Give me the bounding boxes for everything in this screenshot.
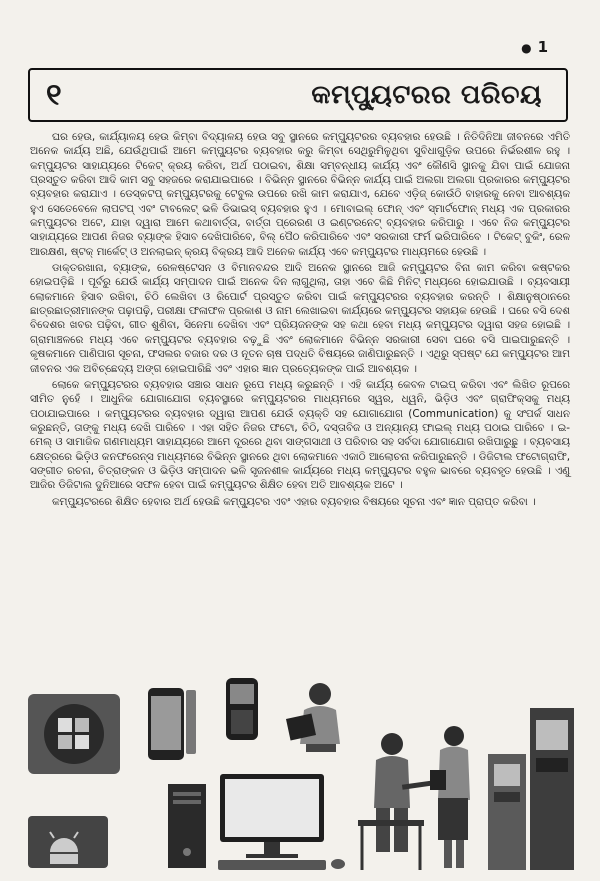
chapter-title: କମ୍ପ୍ୟୁଟରର ପରିଚୟ — [311, 79, 542, 110]
paragraph: ଡାକ୍ତରଖାନା, ବ୍ୟାଙ୍କ, ରେଳଷ୍ଟେସନ ଓ ବିମାନବନ୍ଦର ଆଦି ଅନେକ ସ୍ଥାନରେ ଆଜି କମ୍ପ୍ୟୁଟର ବିନା କାମ କରିବା କଷ୍ଟକର ହୋଇପଡ଼ିଛି । ପୂର୍ବରୁ ଯେଉଁ କାର୍ଯ୍ୟ ସମ୍ପାଦନ ପାଇଁ ଅନେକ ଦିନ ଲାଗୁଥିଲା, ତାହା ଏବେ କିଛି ମିନିଟ୍ ମଧ୍ୟରେ ହୋଇଯାଉଛି । ବ୍ୟବସାୟୀ ଲୋକମାନେ ହିସାବ ରଖିବା, ଚିଠି ଲେଖିବା ଓ ରିପୋର୍ଟ ପ୍ରସ୍ତୁତ କରିବା ପାଇଁ କମ୍ପ୍ୟୁଟରର ବ୍ୟବହାର କରନ୍ତି । ଶିକ୍ଷାନୁଷ୍ଠାନରେ ଛାତ୍ରଛାତ୍ରୀମାନଙ୍କ ପଢ଼ାପଢ଼ି, ପରୀକ୍ଷା ଫଳାଫଳ ପ୍ରକାଶ ଓ ନାମ ଲେଖାଇବା କାର୍ଯ୍ୟରେ କମ୍ପ୍ୟୁଟର ସହାୟକ ହେଉଛି । ଘରେ ବସି ଦେଶ ବିଦେଶର ଖବର ପଢ଼ିବା, ଗୀତ ଶୁଣିବା, ସିନେମା ଦେଖିବା ଏବଂ ପ୍ରିୟଜନଙ୍କ ସହ କଥା ହେବା ମଧ୍ୟ କମ୍ପ୍ୟୁଟର ଦ୍ୱାରା ସହଜ ହୋଇଛି । ଗ୍ରାମାଞ୍ଚଳରେ ମଧ୍ୟ ଏବେ କମ୍ପ୍ୟୁଟର ବ୍ୟବହାର ବଢ଼ୁଛି ଏବଂ ଲୋକମାନେ ବିଭିନ୍ନ ସରକାରୀ ସେବା ଘରେ ବସି ପାଇପାରୁଛନ୍ତି । କୃଷକମାନେ ପାଣିପାଗ ସୂଚନା, ଫସଲର ବଜାର ଦର ଓ ନୂତନ ଚାଷ ପଦ୍ଧତି ବିଷୟରେ ଜାଣିପାରୁଛନ୍ତି । ଏଥିରୁ ସ୍ପଷ୍ଟ ଯେ କମ୍ପ୍ୟୁଟର ଆମ ଜୀବନର ଏକ ଅବିଚ୍ଛେଦ୍ୟ ଅଙ୍ଗ ହୋଇପାରିଛି ଏବଂ ଏହାର ଜ୍ଞାନ ପ୍ରତ୍ୟେକଙ୍କ ପାଇଁ ଆବଶ୍ୟକ । — [30, 262, 570, 375]
chapter-body — [30, 130, 570, 511]
atm-kiosk-icon — [488, 708, 574, 870]
mobile-phone-icon — [226, 678, 258, 740]
smartphone-icon — [148, 688, 196, 760]
page-number: ● 1 — [521, 38, 548, 56]
person-with-tablet-icon — [430, 726, 470, 868]
devices-illustration — [20, 674, 580, 874]
chapter-number: ୧ — [46, 77, 62, 113]
paragraph: ଘର ହେଉ, କାର୍ଯ୍ୟାଳୟ ହେଉ କିମ୍ବା ବିଦ୍ୟାଳୟ ହେଉ ସବୁ ସ୍ଥାନରେ କମ୍ପ୍ୟୁଟରର ବ୍ୟବହାର ହେଉଛି । ନିତିଦିନିଆ ଜୀବନରେ ଏମିତି ଅନେକ କାର୍ଯ୍ୟ ଅଛି, ଯେଉଁଥିପାଇଁ ଆମେ କମ୍ପ୍ୟୁଟର ବ୍ୟବହାର କରୁ କିମ୍ବା ସେଥିରୁମିଳୁଥିବା ସୁବିଧାଗୁଡ଼ିକ ଉପରେ ନିର୍ଭରଶୀଳ ରହୁ । କମ୍ପ୍ୟୁଟର ସାହାଯ୍ୟରେ ଟିକେଟ୍ କ୍ରୟ କରିବା, ଅର୍ଥ ପଠାଇବା, ଶିକ୍ଷା ସମ୍ବନ୍ଧୀୟ କାର୍ଯ୍ୟ ଏବଂ କୌଣସି ସ୍ଥାନକୁ ଯିବା ପାଇଁ ଯୋଜନା ପ୍ରସ୍ତୁତ କରିବା ଆଦି କାମ ସବୁ ସହଜରେ କରାଯାଇପାରେ । ବିଭିନ୍ନ ସ୍ଥାନରେ ବିଭିନ୍ନ କାର୍ଯ୍ୟ ପାଇଁ ଅଲଗା ଅଲଗା ପ୍ରକାରର କମ୍ପ୍ୟୁଟର ବ୍ୟବହାର କରାଯାଏ । ଡେସ୍କଟପ୍ କମ୍ପ୍ୟୁଟରକୁ ଟେବୁଲ ଉପରେ ରଖି କାମ କରାଯାଏ, ଯେବେ ଏଡ଼ିଜ୍ କୋଉଁଠି ବାହାରକୁ ନେବା ଆବଶ୍ୟକ ହୁଏ ସେତେବେଳେ ଲାପଟପ୍ ଏବଂ ଟାବଲେଟ୍ ଭଳି ଡିଭାଇସ୍ ବ୍ୟବହାର ହୁଏ । ମୋବାଇଲ୍ ଫୋନ୍ ଏବଂ ସ୍ମାର୍ଟଫୋନ୍ ମଧ୍ୟ ଏକ ପ୍ରକାରର କମ୍ପ୍ୟୁଟର ଅଟେ, ଯାହା ଦ୍ୱାରା ଆମେ କଥାବାର୍ତ୍ତା, ବାର୍ତ୍ତା ପ୍ରେରଣ ଓ ଇଣ୍ଟରନେଟ୍ ବ୍ୟବହାର କରିପାରୁ । ଏବେ ନିଜ କମ୍ପ୍ୟୁଟର ସାହାଯ୍ୟରେ ଆପଣ ନିଜର ବ୍ୟାଙ୍କ ହିସାବ ଦେଖିପାରିବେ, ବିଲ୍ ପୈଠ କରିପାରିବେ ଏବଂ ସରକାରୀ ଫର୍ମ ଭରିପାରିବେ । ଟିକେଟ୍ ବୁକିଂ, ରେଳ ଆରକ୍ଷଣ, ଷ୍ଟକ୍ ମାର୍କେଟ୍ ଓ ଅନଲାଇନ୍ କ୍ରୟ ବିକ୍ରୟ ଆଦି ଅନେକ କାର୍ଯ୍ୟ ଏବେ କମ୍ପ୍ୟୁଟର ମାଧ୍ୟମରେ ହେଉଛି । — [30, 131, 570, 258]
person-with-laptop-icon — [286, 683, 340, 752]
paragraph: ଲୋକେ କମ୍ପ୍ୟୁଟରର ବ୍ୟବହାର ସଞ୍ଚାର ସାଧନ ରୂପେ ମଧ୍ୟ କରୁଛନ୍ତି । ଏହି କାର୍ଯ୍ୟ କେବଳ ଟାଇପ୍ କରିବା ଏବଂ ଲିଖିତ ରୂପରେ ସୀମିତ ନୁହେଁ । ଆଧୁନିକ ଯୋଗାଯୋଗ ବ୍ୟବସ୍ଥାରେ କମ୍ପ୍ୟୁଟରର ମାଧ୍ୟମରେ ସ୍ୱର, ଧ୍ୱନି, ଭିଡ଼ିଓ ଏବଂ ଗ୍ରାଫିକ୍ସକୁ ମଧ୍ୟ ପଠାଯାଇପାରେ । କମ୍ପ୍ୟୁଟରର ବ୍ୟବହାର ଦ୍ୱାରା ଆପଣ ଯେଉଁ ବ୍ୟକ୍ତି ସହ ଯୋଗାଯୋଗ (Communication) କୁ ସଂପର୍କ ସାଧନ କରୁଛନ୍ତି, ତାଙ୍କୁ ମଧ୍ୟ ଦେଖି ପାରିବେ । ଏହା ସହିତ ନିଜର ଫଟୋ, ଚିଠି, ଦସ୍ତାବିଜ ଓ ଅନ୍ୟାନ୍ୟ ଫାଇଲ୍ ମଧ୍ୟ ପଠାଇ ପାରିବେ । ଇ-ମେଲ୍ ଓ ସାମାଜିକ ଗଣମାଧ୍ୟମ ସାହାଯ୍ୟରେ ଆମେ ଦୂରରେ ଥିବା ସାଙ୍ଗସାଥୀ ଓ ପରିବାର ସହ ସର୍ବଦା ଯୋଗାଯୋଗ ରଖିପାରୁଛୁ । ବ୍ୟବସାୟ କ୍ଷେତ୍ରରେ ଭିଡ଼ିଓ କନଫରେନ୍ସ ମାଧ୍ୟମରେ ବିଭିନ୍ନ ସ୍ଥାନରେ ଥିବା ଲୋକମାନେ ଏକାଠି ଆଲୋଚନା କରିପାରୁଛନ୍ତି । ଡିଜିଟାଲ ଫଟୋଗ୍ରାଫି, ସଙ୍ଗୀତ ରଚନା, ଚିତ୍ରାଙ୍କନ ଓ ଭିଡ଼ିଓ ସମ୍ପାଦନ ଭଳି ସୃଜନଶୀଳ କାର୍ଯ୍ୟରେ ମଧ୍ୟ କମ୍ପ୍ୟୁଟର ବହୁଳ ଭାବରେ ବ୍ୟବହୃତ ହେଉଛି । ଏଣୁ ଆଜିର ଡିଜିଟାଲ ଦୁନିଆରେ ସଫଳ ହେବା ପାଇଁ କମ୍ପ୍ୟୁଟର ଶିକ୍ଷିତ ହେବା ଅତି ଆବଶ୍ୟକ ଅଟେ । — [30, 378, 570, 492]
desktop-computer-icon — [168, 774, 345, 870]
android-logo-icon — [28, 816, 108, 868]
person-using-laptop-icon — [358, 733, 442, 870]
windows-logo-icon — [28, 694, 120, 774]
chapter-header — [28, 68, 568, 122]
paragraph: କମ୍ପ୍ୟୁଟରରେ ଶିକ୍ଷିତ ହେବାର ଅର୍ଥ ହେଉଛି କମ୍ପ୍ୟୁଟର ଏବଂ ଏହାର ବ୍ୟବହାର ବିଷୟରେ ସୂଚନା ଏବଂ ଜ୍ଞାନ ପ୍ରାପ୍ତ କରିବା । — [52, 495, 536, 508]
